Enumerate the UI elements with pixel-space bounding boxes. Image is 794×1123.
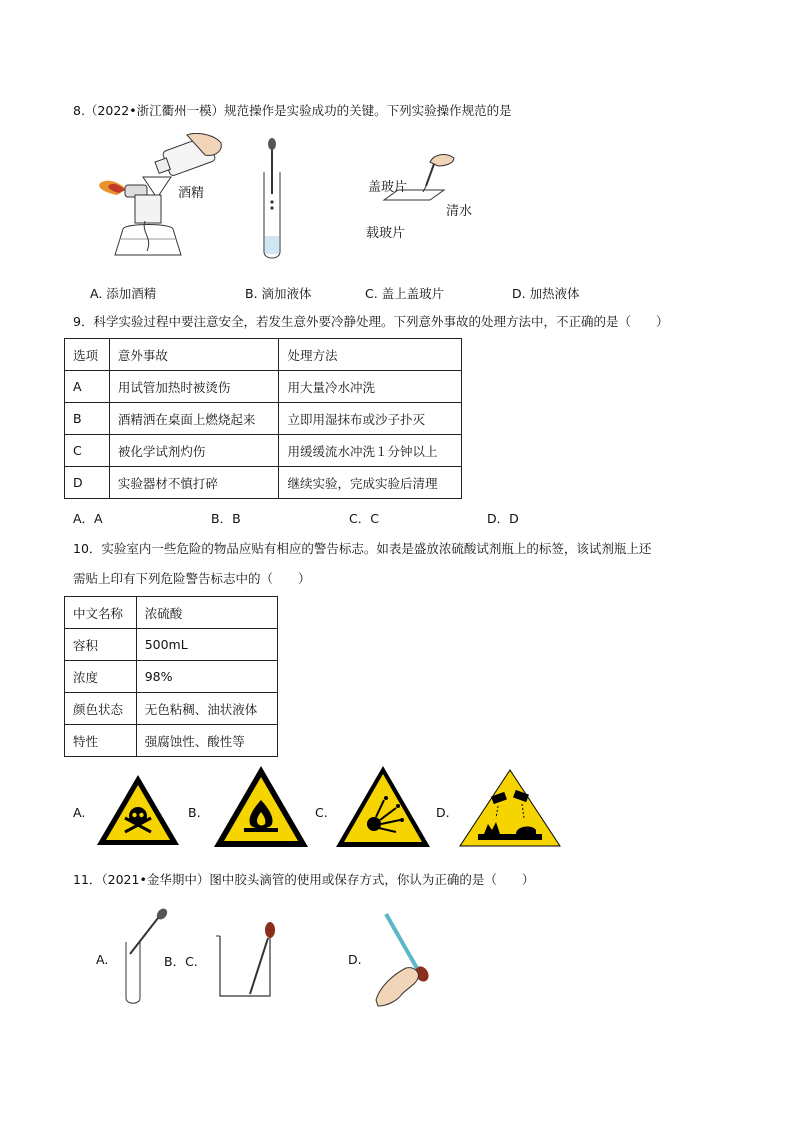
table-cell: 容积 (65, 629, 137, 661)
q8-option-d[interactable]: D. 加热液体 (512, 286, 580, 301)
q10-stem-line1: 10．实验室内一些危险的物品应贴有相应的警告标志。如表是盛放浓硫酸试剂瓶上的标签，该试剂瓶上还 (73, 541, 652, 556)
table-cell: 中文名称 (65, 597, 137, 629)
table-cell: 特性 (65, 725, 137, 757)
explosive-warning-sign[interactable] (334, 764, 432, 850)
q10-option-b[interactable]: B. (188, 805, 201, 820)
table-row (65, 435, 462, 467)
table-row (65, 403, 462, 435)
label-slide: 载玻片 (366, 226, 406, 241)
table-cell: 用大量冷水冲洗 (279, 371, 462, 403)
table-cell: 立即用湿抹布或沙子扑灭 (279, 403, 462, 435)
q9-option-d[interactable]: D．D (487, 511, 519, 526)
beaker-icon (220, 936, 270, 996)
dropper-icon (250, 938, 268, 994)
q8-option-a[interactable]: A. 添加酒精 (90, 286, 157, 301)
dropper-icon (386, 914, 418, 970)
table-cell: A (65, 371, 110, 403)
table-cell: 酒精洒在桌面上燃烧起来 (109, 403, 279, 435)
table-row (65, 629, 278, 661)
table-cell: 继续实验，完成实验后清理 (279, 467, 462, 499)
dropper-bulb-icon (265, 922, 275, 938)
corrosive-warning-sign[interactable] (458, 768, 562, 848)
q10-option-c[interactable]: C. (315, 805, 328, 820)
table-header-cell: 处理方法 (279, 339, 462, 371)
dropper-in-tube-figure[interactable] (120, 906, 170, 1006)
dropper-test-tube-figure (258, 136, 288, 262)
label-alcohol: 酒精 (178, 186, 205, 201)
q11-option-bc[interactable]: B．C. (164, 954, 198, 969)
tweezers-icon (426, 164, 434, 186)
q10-option-a[interactable]: A. (73, 805, 86, 820)
alcohol-lamp-figure (95, 133, 225, 268)
table-cell: 颜色状态 (65, 693, 137, 725)
hand-icon (430, 155, 454, 166)
table-row (65, 661, 278, 693)
q10-option-d[interactable]: D. (436, 805, 450, 820)
table-cell: D (65, 467, 110, 499)
table-row (65, 467, 462, 499)
q9-option-b[interactable]: B．B (211, 511, 241, 526)
table-cell: 用缓缓流水冲洗１分钟以上 (279, 435, 462, 467)
table-cell: 98% (136, 661, 277, 693)
table-cell: B (65, 403, 110, 435)
table-row (65, 725, 278, 757)
hand-holding-dropper-figure[interactable] (374, 908, 438, 1008)
q11-option-d[interactable]: D. (348, 952, 362, 967)
table-row (65, 693, 278, 725)
hand-icon (376, 968, 418, 1006)
table-cell: 强腐蚀性、酸性等 (136, 725, 277, 757)
q11-option-a[interactable]: A. (96, 952, 109, 967)
table-cell: C (65, 435, 110, 467)
table-row (65, 371, 462, 403)
label-water: 清水 (446, 204, 473, 219)
table-row (65, 597, 278, 629)
label-cover-slip: 盖玻片 (368, 180, 408, 195)
dropper-bulb-icon (268, 138, 276, 150)
table-cell: 用试管加热时被烫伤 (109, 371, 279, 403)
q9-stem: 9．科学实验过程中要注意安全，若发生意外要冷静处理。下列意外事故的处理方法中，不正确的是（ ） (73, 314, 669, 329)
dropper-icon (130, 918, 158, 954)
flammable-warning-sign[interactable] (212, 764, 310, 850)
q10-stem-line2: 需贴上印有下列危险警告标志中的（ ） (73, 571, 311, 586)
dropper-in-beaker-figure[interactable] (214, 918, 284, 1002)
table-cell: 被化学试剂灼伤 (109, 435, 279, 467)
q8-option-c[interactable]: C. 盖上盖玻片 (365, 286, 445, 301)
q9-table (64, 338, 462, 499)
table-cell: 500mL (136, 629, 277, 661)
table-header-cell: 选项 (65, 339, 110, 371)
q9-option-a[interactable]: A．A (73, 511, 103, 526)
table-cell: 浓硫酸 (136, 597, 277, 629)
table-header-row (65, 339, 462, 371)
toxic-warning-sign[interactable] (95, 772, 181, 848)
table-cell: 浓度 (65, 661, 137, 693)
q8-option-b[interactable]: B. 滴加液体 (245, 286, 312, 301)
q10-label-table (64, 596, 278, 757)
q9-option-c[interactable]: C．C (349, 511, 379, 526)
q11-stem: 11．（2021•金华期中）图中胶头滴管的使用或保存方式，你认为正确的是（ ） (73, 872, 535, 887)
table-header-cell: 意外事故 (109, 339, 279, 371)
table-cell: 无色粘稠、油状液体 (136, 693, 277, 725)
q8-stem: 8.（2022•浙江衢州一模）规范操作是实验成功的关键。下列实验操作规范的是 (73, 103, 512, 118)
table-cell: 实验器材不慎打碎 (109, 467, 279, 499)
